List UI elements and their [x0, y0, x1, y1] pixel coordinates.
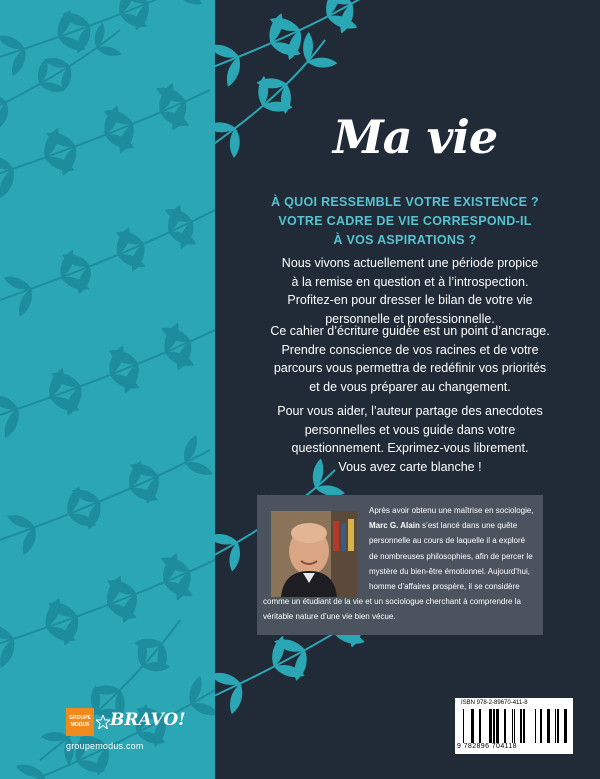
author-bio-box	[257, 495, 543, 635]
leaf-pattern-art	[0, 0, 215, 779]
text-line: personnelles et vous guide dans votre	[304, 422, 516, 437]
question-line: À QUOI RESSEMBLE VOTRE EXISTENCE ?	[271, 195, 539, 209]
text-line: Nous vivons actuellement une période propice	[281, 256, 539, 270]
logo-text: MODUS	[70, 722, 90, 728]
groupe-modus-logo	[66, 708, 94, 736]
isbn-barcode	[455, 698, 573, 754]
text-line: Vous avez carte blanche !	[338, 459, 482, 474]
text-line: Pour vous aider, l’auteur partage des anecdotes	[277, 404, 543, 418]
bio-line: de nombreuses philosophies, afin de percer le	[369, 551, 533, 561]
bio-line: mystère du bien-être émotionnel. Aujourd’hui,	[369, 566, 530, 576]
author-name: Marc G. Alain	[369, 521, 420, 531]
bio-line-rest: s’est lancé dans une quête	[419, 521, 518, 531]
imprint-name: BRAVO!	[110, 710, 186, 730]
tagline-questions	[240, 193, 570, 250]
text-line: Prendre conscience de vos racines et de votre	[281, 342, 539, 357]
text-line: et de vous préparer au changement.	[309, 379, 511, 394]
text-line: Ce cahier d’écriture guidée est un point d’ancrage.	[270, 324, 550, 338]
book-title: Ma vie	[332, 110, 498, 164]
bio-line: homme d’affaires prospère, il se considère	[369, 582, 520, 592]
description-paragraph-2	[240, 322, 580, 396]
text-line: parcours vous permettra de redéfinir vos priorités	[273, 361, 547, 375]
publisher-website: groupemodus.com	[66, 741, 144, 751]
description-paragraph-1	[240, 254, 580, 328]
bio-line: personnelle au cours de laquelle il a exploré	[369, 536, 526, 546]
logo-text: GROUPE	[69, 715, 91, 721]
description-paragraph-3	[240, 402, 580, 476]
barcode-icon	[463, 709, 571, 743]
star-icon	[96, 715, 110, 729]
isbn-number: 9 782896 704118	[457, 743, 517, 750]
isbn-label: ISBN 978-2-89670-411-8	[461, 700, 528, 706]
bio-line: Après avoir obtenu une maîtrise en sociologie,	[369, 506, 534, 515]
text-line: Profitez-en pour dresser le bilan de votre vie	[287, 293, 533, 307]
text-line: personnelle et professionnelle.	[325, 311, 495, 326]
bio-line: comme un étudiant de la vie et un sociologue cherchant à comprendre la	[263, 597, 521, 607]
text-line: à la remise en question et à l’introspection.	[291, 274, 529, 289]
bio-line	[263, 518, 537, 533]
text-line: questionnement. Exprimez-vous librement.	[291, 441, 529, 455]
bravo-imprint-logo	[96, 706, 186, 736]
leaf-pattern-panel	[0, 0, 215, 779]
bio-line: véritable nature d’une vie bien vécue.	[263, 612, 396, 622]
question-line: À VOS ASPIRATIONS ?	[333, 233, 477, 247]
author-bio-text	[263, 503, 537, 625]
question-line: VOTRE CADRE DE VIE CORRESPOND-IL	[278, 214, 532, 228]
